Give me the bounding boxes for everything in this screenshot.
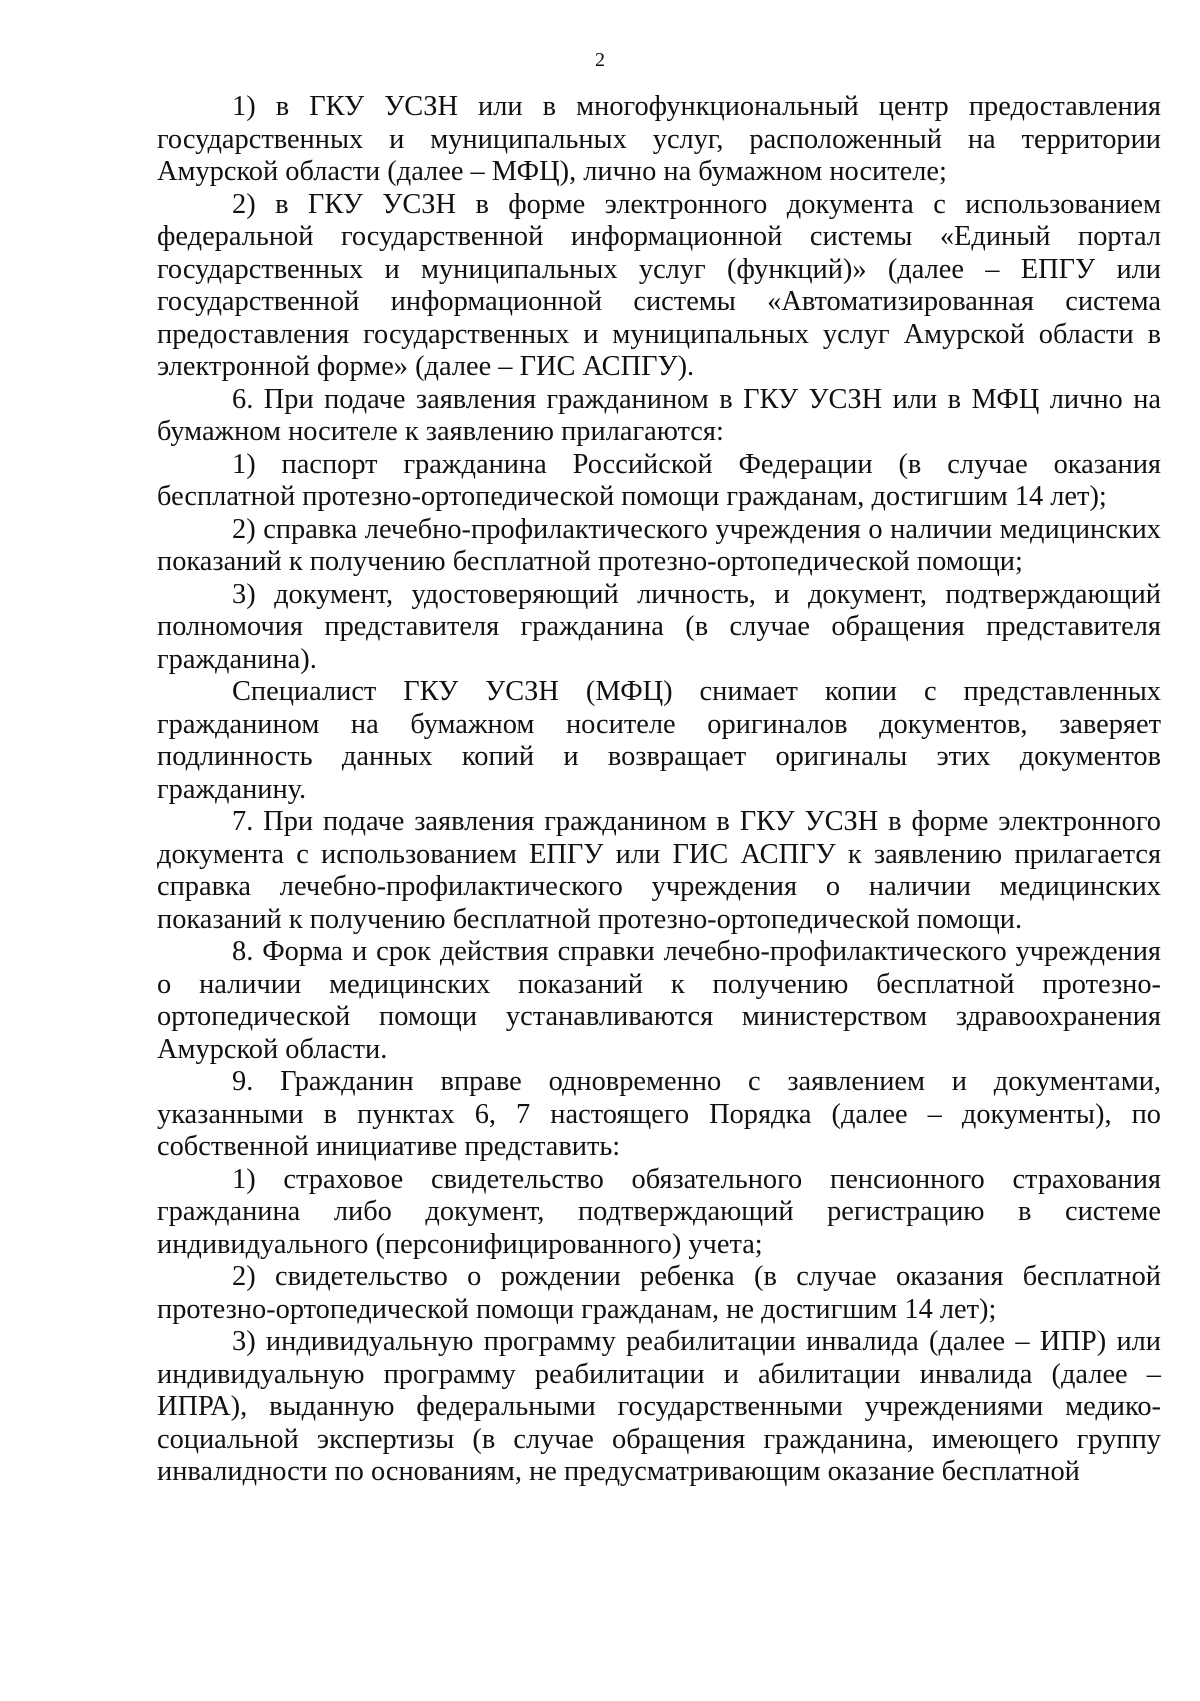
paragraph-section-6: 6. При подаче заявления гражданином в ГКУ УСЗН или в МФЦ лично на бумажном носителе к заявлению прилагаются: (157, 383, 1161, 447)
paragraph-item-2-epgu: 2) в ГКУ УСЗН в форме электронного документа с использованием федеральной государственной информационной системы «Единый портал государственных и муниципальных услуг (функций)» (далее – ЕПГУ или государственной информационной системы «Автоматизированная система предоставления государственных и муниципальных услуг Амурской области в электронной форме» (далее – ГИС АСПГУ). (157, 188, 1161, 382)
paragraph-section-9: 9. Гражданин вправе одновременно с заявлением и документами, указанными в пунктах 6, 7 настоящего Порядка (далее – документы), по собственной инициативе представить: (157, 1066, 1161, 1162)
paragraph-9-item-1-insurance: 1) страховое свидетельство обязательного пенсионного страхования гражданина либо документ, подтверждающий регистрацию в системе индивидуального (персонифицированного) учета; (157, 1163, 1161, 1260)
paragraph-9-item-2-birth: 2) свидетельство о рождении ребенка (в случае оказания бесплатной протезно-ортопедической помощи гражданам, не достигшим 14 лет); (157, 1261, 1161, 1325)
paragraph-6-item-2-certificate: 2) справка лечебно-профилактического учреждения о наличии медицинских показаний к получению бесплатной протезно-ортопедической помощи; (157, 513, 1161, 577)
page-number: 2 (595, 49, 605, 71)
paragraph-6-item-3-identity: 3) документ, удостоверяющий личность, и документ, подтверждающий полномочия представителя гражданина (в случае обращения представителя гражданина). (157, 578, 1161, 675)
document-body (157, 91, 1161, 1489)
paragraph-section-7: 7. При подаче заявления гражданином в ГКУ УСЗН в форме электронного документа с использованием ЕПГУ или ГИС АСПГУ к заявлению прилагается справка лечебно-профилактического учреждения о наличии медицинских показаний к получению бесплатной протезно-ортопедической помощи. (157, 806, 1161, 935)
paragraph-9-item-3-ipr: 3) индивидуальную программу реабилитации инвалида (далее – ИПР) или индивидуальную программу реабилитации и абилитации инвалида (далее – ИПРА), выданную федеральными государственными учреждениями медико-социальной экспертизы (в случае обращения гражданина, имеющего группу инвалидности по основаниям, не предусматривающим оказание бесплатной (157, 1326, 1161, 1487)
paragraph-section-8: 8. Форма и срок действия справки лечебно-профилактического учреждения о наличии медицинских показаний к получению бесплатной протезно-ортопедической помощи устанавливаются министерством здравоохранения Амурской области. (157, 936, 1161, 1065)
paragraph-specialist-copies: Специалист ГКУ УСЗН (МФЦ) снимает копии с представленных гражданином на бумажном носителе оригиналов документов, заверяет подлинность данных копий и возвращает оригиналы этих документов гражданину. (157, 676, 1161, 805)
paragraph-6-item-1-passport: 1) паспорт гражданина Российской Федерации (в случае оказания бесплатной протезно-ортопедической помощи гражданам, достигшим 14 лет); (157, 448, 1161, 512)
paragraph-item-1-mfc: 1) в ГКУ УСЗН или в многофункциональный центр предоставления государственных и муниципальных услуг, расположенный на территории Амурской области (далее – МФЦ), лично на бумажном носителе; (157, 91, 1161, 187)
